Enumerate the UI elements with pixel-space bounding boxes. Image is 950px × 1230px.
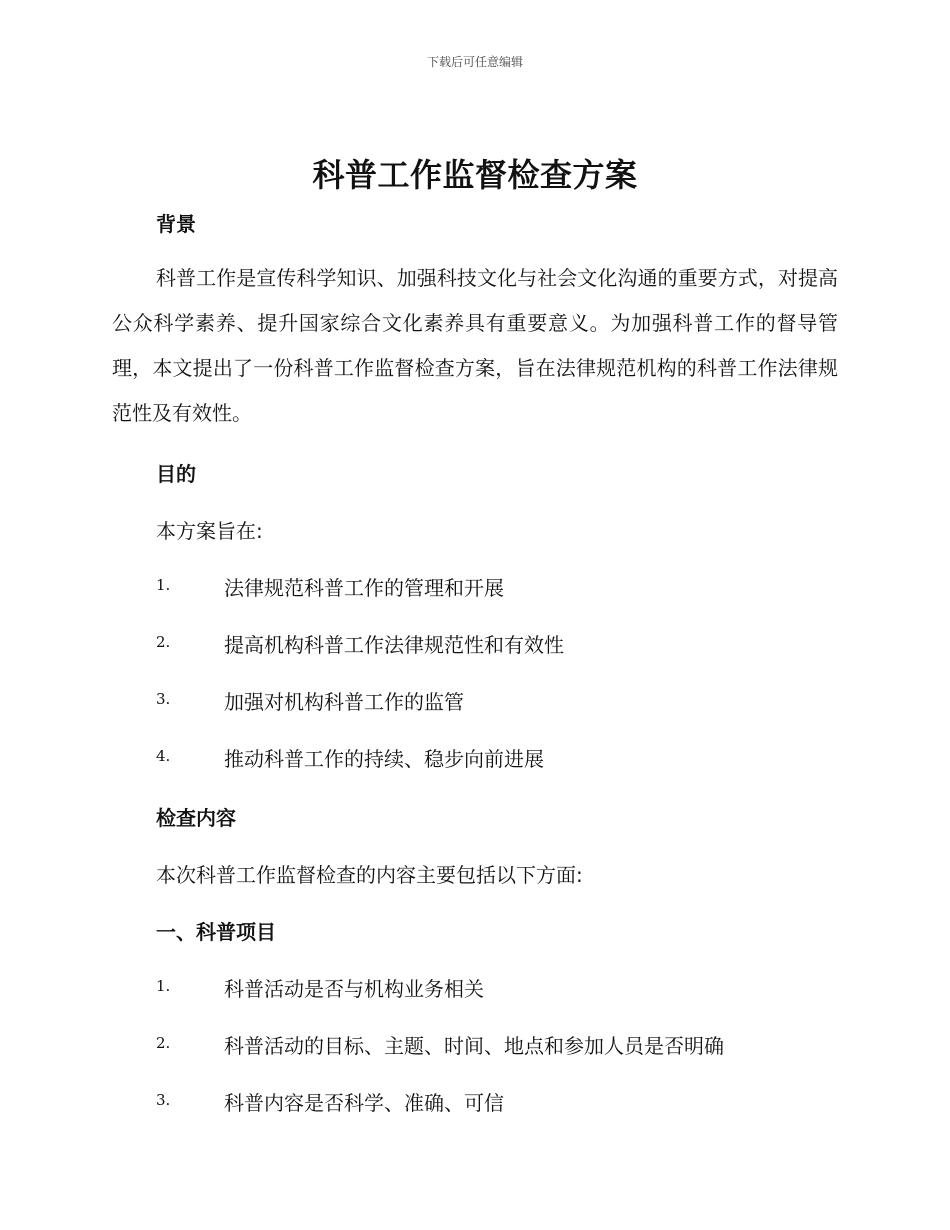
list-item-text: 提高机构科普工作法律规范性和有效性: [224, 633, 564, 657]
list-item-text: 法律规范科普工作的管理和开展: [224, 576, 504, 600]
background-paragraph: 科普工作是宣传科学知识、加强科技文化与社会文化沟通的重要方式，对提高公众科学素养、提升国家综合文化素养具有重要意义。为加强科普工作的督导管理，本文提出了一份科普工作监督检查方案，旨在法律规范机构的科普工作法律规范性及有效性。: [112, 266, 838, 425]
list-item-number: 2.: [156, 1034, 171, 1052]
list-item-number: 2.: [156, 633, 171, 651]
list-item-text: 科普活动是否与机构业务相关: [224, 977, 484, 1001]
sub-heading-science-projects: 一、科普项目: [156, 920, 276, 944]
list-item-number: 4.: [156, 747, 171, 765]
list-item-number: 3.: [156, 1091, 171, 1109]
list-item-text: 推动科普工作的持续、稳步向前进展: [224, 747, 544, 771]
list-item-number: 1.: [156, 576, 171, 594]
document-title: 科普工作监督检查方案: [312, 156, 638, 194]
section-heading-purpose: 目的: [156, 462, 196, 486]
section-heading-inspection: 检查内容: [156, 806, 236, 830]
list-item-number: 3.: [156, 690, 171, 708]
list-item-text: 科普内容是否科学、准确、可信: [224, 1091, 504, 1115]
section-heading-background: 背景: [156, 212, 196, 236]
page-header-note: 下载后可任意编辑: [426, 55, 523, 69]
list-item-text: 科普活动的目标、主题、时间、地点和参加人员是否明确: [224, 1034, 724, 1058]
list-item-text: 加强对机构科普工作的监管: [224, 690, 464, 714]
inspection-intro: 本次科普工作监督检查的内容主要包括以下方面:: [156, 863, 583, 887]
list-item-number: 1.: [156, 977, 171, 995]
purpose-intro: 本方案旨在:: [156, 519, 263, 543]
